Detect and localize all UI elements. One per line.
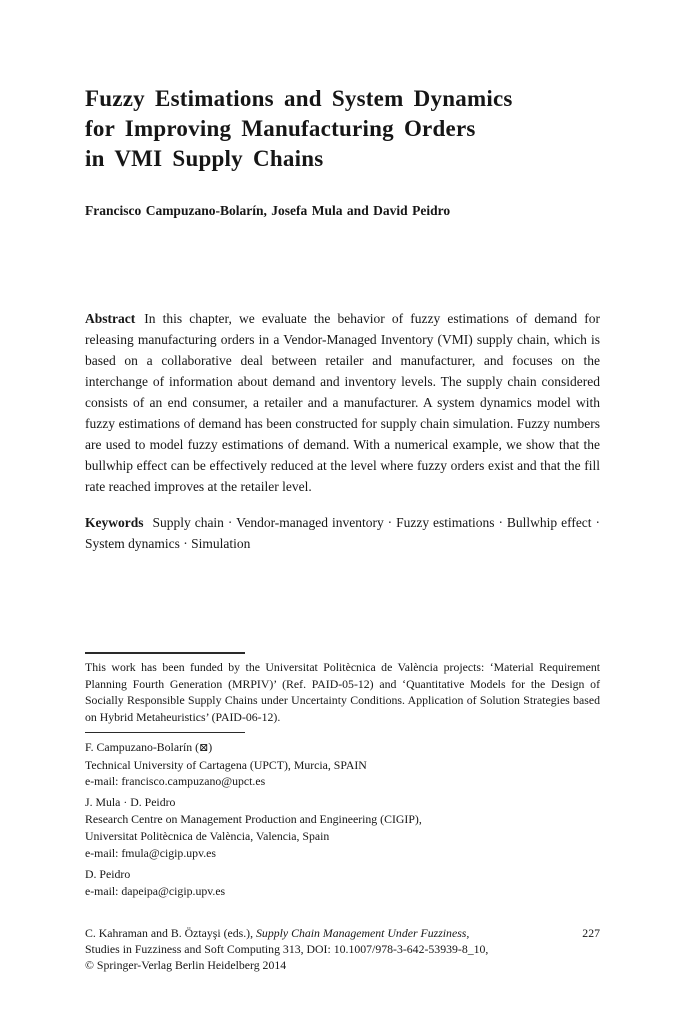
correspondence-name-line: D. Peidro <box>85 867 131 881</box>
correspondence-separator-rule <box>85 732 245 733</box>
envelope-icon: ⊠ <box>199 742 209 754</box>
correspondence-name-line: F. Campuzano-Bolarín (⊠) <box>85 740 213 754</box>
correspondence-block-peidro <box>85 866 600 899</box>
correspondence-block-mula-peidro <box>85 794 600 862</box>
chapter-title-line: Fuzzy Estimations and System Dynamics <box>85 86 513 111</box>
citation-line <box>85 925 600 941</box>
keywords-text: Supply chain · Vendor-managed inventory · Fuzzy estimations · Bullwhip effect · System dynamics · Simulation <box>85 515 600 551</box>
email-line: e-mail: francisco.campuzano@upct.es <box>85 774 266 788</box>
chapter-title-line: for Improving Manufacturing Orders <box>85 116 476 141</box>
chapter-title <box>85 84 600 174</box>
editors-text: C. Kahraman and B. Öztayşi (eds.), <box>85 926 257 940</box>
citation-footer <box>85 925 600 974</box>
copyright-line: © Springer-Verlag Berlin Heidelberg 2014 <box>85 958 287 973</box>
abstract-label: Abstract <box>85 311 136 326</box>
book-title: Supply Chain Management Under Fuzziness, <box>256 926 470 940</box>
abstract-text: In this chapter, we evaluate the behavior of fuzzy estimations of demand for releasing manufacturing orders in a Vendor-Managed Inventory (VMI) supply chain, which is based on a collaborative deal between retailer and manufacturer, and focuses on the interchange of information about demand and inventory levels. The supply chain considered consists of an end consumer, a retailer and a manufacturer. A system dynamics model with fuzzy estimations of demand has been constructed for supply chain simulation. Fuzzy numbers are used to model fuzzy estimations of demand. With a numerical example, we show that the bullwhip effect can be effectively reduced at the level where fuzzy orders exist and that the fill rate reached improves at the retailer level. <box>85 311 600 494</box>
chapter-title-line: in VMI Supply Chains <box>85 146 324 171</box>
email-line: e-mail: fmula@cigip.upv.es <box>85 846 216 860</box>
email-line: e-mail: dapeipa@cigip.upv.es <box>85 883 226 898</box>
page-number: 227 <box>582 926 600 940</box>
correspondence-block-campuzano <box>85 739 600 790</box>
keywords-paragraph <box>85 512 600 554</box>
affiliation-line: Technical University of Cartagena (UPCT), Murcia, SPAIN <box>85 757 367 772</box>
funding-footnote: This work has been funded by the Universitat Politècnica de València projects: ‘Material Requirement Planning Fourth Generation (MRPIV)’ (Ref. PAID-05-12) and ‘Quantitative Models for the Design of Socially Responsible Supply Chains under Uncertainty Conditions. Application of Solution Strategies based on Hybrid Metaheuristics’ (PAID-06-12). <box>85 660 600 724</box>
affiliation-line: Research Centre on Management Production and Engineering (CIGIP), <box>85 812 422 826</box>
author-names: Francisco Campuzano-Bolarín, Josefa Mula and David Peidro <box>85 203 451 218</box>
affiliation-line: Universitat Politècnica de València, Valencia, Spain <box>85 829 330 843</box>
citation-line: Studies in Fuzziness and Soft Computing 313, DOI: 10.1007/978-3-642-53939-8_10, <box>85 942 489 957</box>
keywords-label: Keywords <box>85 515 144 530</box>
correspondence-name-line: J. Mula · D. Peidro <box>85 795 176 809</box>
abstract-paragraph <box>85 308 600 497</box>
footnote-separator-rule <box>85 652 245 654</box>
